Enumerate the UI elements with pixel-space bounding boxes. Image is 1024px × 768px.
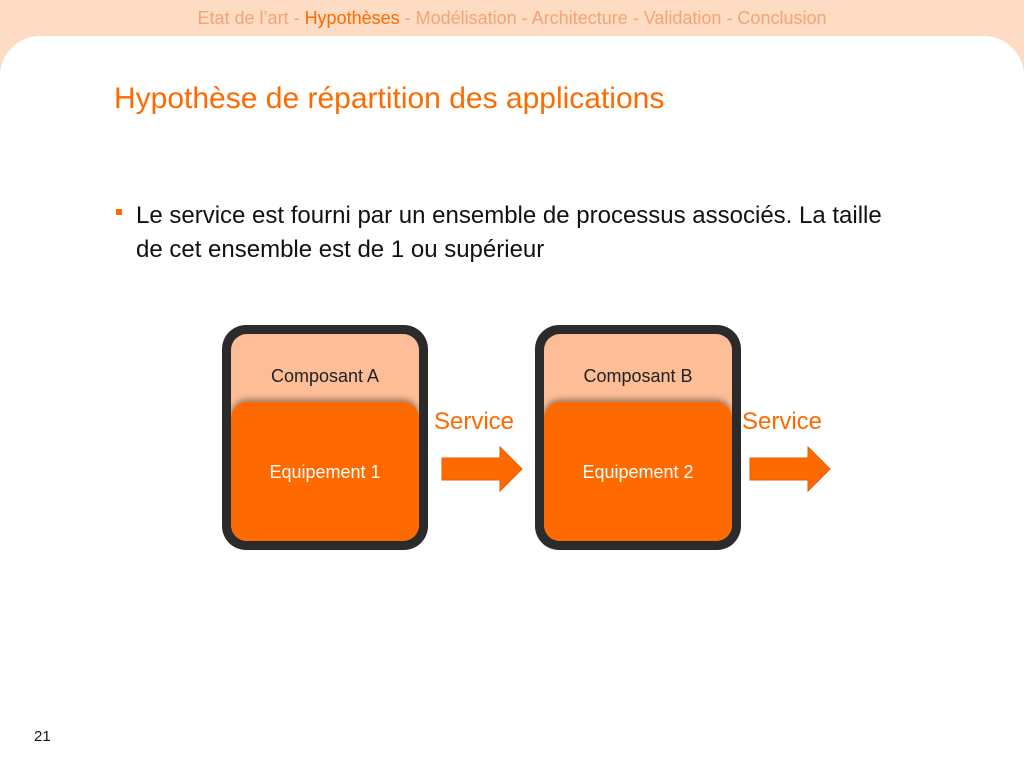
component-a-box [222, 325, 428, 550]
service-label-2: Service [742, 408, 823, 435]
service-arrow-2-icon [748, 445, 832, 493]
slide-title: Hypothèse de répartition des applications [114, 82, 665, 115]
section-navigation [0, 0, 1024, 36]
component-b-inner [544, 334, 732, 541]
bullet-marker [116, 209, 122, 215]
service-label-1: Service [434, 408, 515, 435]
component-b-box [535, 325, 741, 550]
nav-after-current: - Modélisation - Architecture - Validation - Conclusion [399, 8, 827, 28]
equipment-2-box [544, 402, 732, 541]
bullet-text: Le service est fourni par un ensemble de processus associés. La taille de cet ensemble est de 1 ou supérieur [136, 202, 882, 263]
equipment-1-box [231, 402, 419, 541]
service-arrow-1-icon [440, 445, 524, 493]
component-a-label: Composant A [270, 366, 380, 386]
page-number: 21 [34, 728, 51, 745]
equipment-1-label: Equipement 1 [269, 462, 381, 482]
equipment-2-label: Equipement 2 [582, 462, 694, 482]
nav-current-section: Hypothèses [304, 8, 400, 28]
nav-before-current: Etat de l’art - [197, 8, 305, 28]
component-a-inner [231, 334, 419, 541]
component-b-label: Composant B [583, 366, 693, 386]
slide-content-panel [0, 36, 1024, 768]
